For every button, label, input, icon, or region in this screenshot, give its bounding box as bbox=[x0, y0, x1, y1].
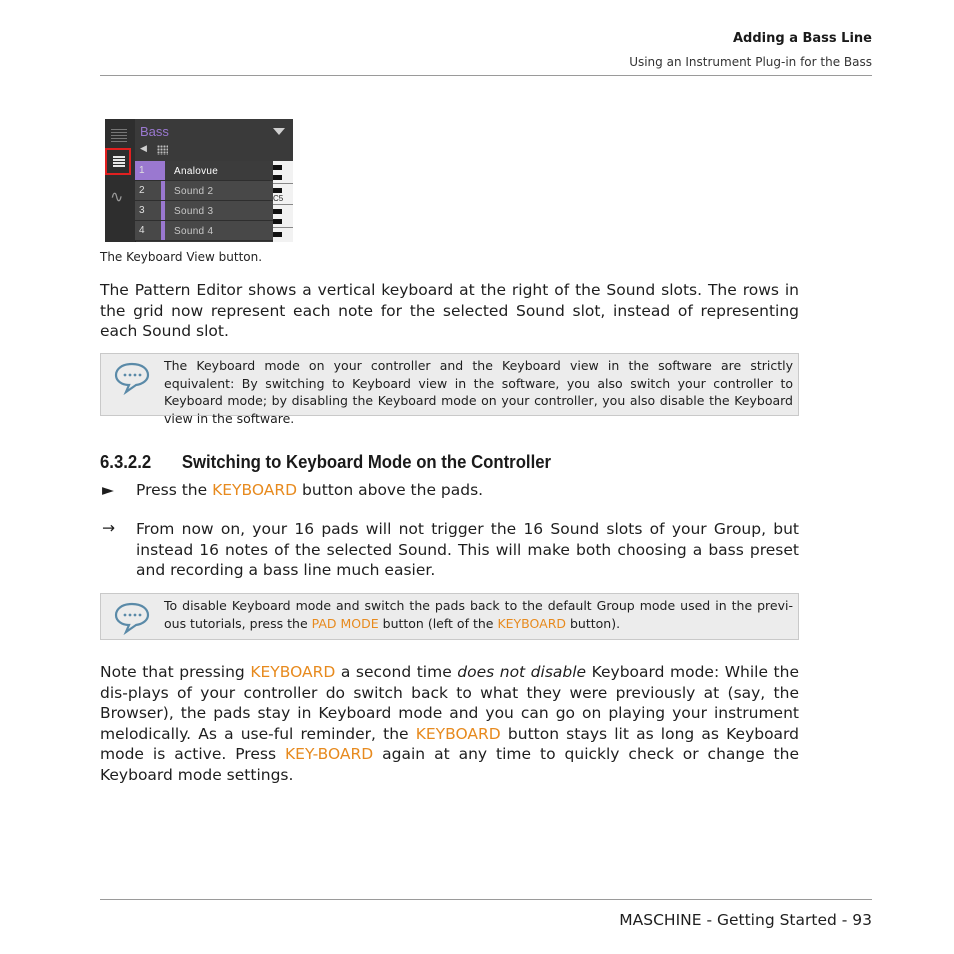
page-footer: MASCHINE - Getting Started - 93 bbox=[619, 911, 872, 929]
sound-slot-number: 3 bbox=[139, 205, 145, 216]
sound-slot-name: Sound 2 bbox=[174, 186, 214, 197]
final-paragraph: Note that pressing KEYBOARD a second time does not disable Keyboard mode: While the dis-plays of your controller do switch back to what they were previously at (say, the Browser), the pads stay in Keyboard mode and you can go on playing your instrument melodically. As a use-ful reminder, the KEYBOARD button stays lit as long as Keyboard mode is active. Press KEY-BOARD again at any time to quickly check or change the Keyboard mode settings. bbox=[100, 663, 799, 784]
result-text: From now on, your 16 pads will not trigger the 16 Sound slots of your Group, but instead 16 notes of the selected Sound. This will make both choosing a bass preset and recording a bass line much easier. bbox=[136, 520, 799, 579]
keyboard-view-button[interactable] bbox=[105, 148, 131, 175]
step-text: Press the KEYBOARD button above the pads. bbox=[136, 481, 484, 499]
keyboard-button-ref: KEY-BOARD bbox=[284, 745, 374, 763]
octave-label: C5 bbox=[273, 194, 284, 203]
dropdown-arrow-icon[interactable] bbox=[273, 128, 285, 135]
pad-mode-button-ref: PAD MODE bbox=[311, 615, 379, 631]
waveform-icon: ∿ bbox=[110, 187, 124, 206]
footer-rule bbox=[100, 899, 872, 900]
running-header-title: Adding a Bass Line bbox=[732, 31, 872, 46]
intro-paragraph: The Pattern Editor shows a vertical keyboard at the right of the Sound slots. The rows in the grid now represent each note for the selected Sound slot, instead of representing each Sound slot. bbox=[100, 281, 799, 340]
keyboard-button-ref: KEYBOARD bbox=[415, 724, 501, 743]
speaker-icon[interactable]: ◀ bbox=[140, 144, 147, 154]
group-name: Bass bbox=[140, 124, 169, 139]
keyboard-button-ref: KEYBOARD bbox=[497, 615, 567, 631]
running-header-subtitle: Using an Instrument Plug-in for the Bass bbox=[629, 55, 872, 69]
note-text: The Keyboard mode on your controller and the Keyboard view in the software are strictly equivalent: By switching to Keyboard view in the software, you also switch your controller to Keyboard mode; by disabling the Keyboard mode on your controller, you also disable the Keyboard view in the software. bbox=[164, 358, 793, 426]
figure-caption: The Keyboard View button. bbox=[100, 250, 263, 264]
sound-slot-row[interactable] bbox=[135, 201, 273, 221]
grid-dots-icon[interactable] bbox=[157, 145, 168, 155]
sound-slot-row[interactable] bbox=[135, 181, 273, 201]
sound-slot-number: 2 bbox=[139, 185, 145, 196]
speech-bubble-icon bbox=[114, 361, 150, 395]
sound-slot-row[interactable] bbox=[135, 221, 273, 241]
sound-slot-row[interactable] bbox=[135, 161, 273, 181]
header-rule bbox=[100, 75, 872, 76]
keyboard-button-ref: KEYBOARD bbox=[250, 663, 336, 681]
note-text: To disable Keyboard mode and switch the pads back to the default Group mode used in the previ-ous tutorials, press the PAD MODE button (left of the KEYBOARD button). bbox=[164, 598, 793, 631]
sound-slot-number: 1 bbox=[139, 165, 145, 176]
result-marker: → bbox=[102, 519, 115, 537]
sound-slot-name: Analovue bbox=[174, 166, 219, 177]
section-title: Switching to Keyboard Mode on the Controller bbox=[181, 452, 552, 472]
speech-bubble-icon bbox=[114, 601, 150, 635]
section-heading bbox=[100, 452, 551, 473]
sound-slot-number: 4 bbox=[139, 225, 145, 236]
note-box bbox=[100, 593, 799, 640]
note-box bbox=[100, 353, 799, 426]
sound-slot-name: Sound 4 bbox=[174, 226, 214, 237]
step-marker: ► bbox=[102, 481, 114, 499]
keyboard-view-screenshot bbox=[105, 119, 293, 242]
editor-sidebar bbox=[105, 119, 136, 242]
keyboard-button-ref: KEYBOARD bbox=[212, 481, 298, 499]
vertical-keyboard[interactable] bbox=[273, 161, 293, 242]
menu-lines-icon bbox=[111, 129, 127, 143]
sound-slot-name: Sound 3 bbox=[174, 206, 214, 217]
keyboard-icon bbox=[113, 156, 125, 168]
section-number: 6.3.2.2 bbox=[100, 452, 152, 472]
